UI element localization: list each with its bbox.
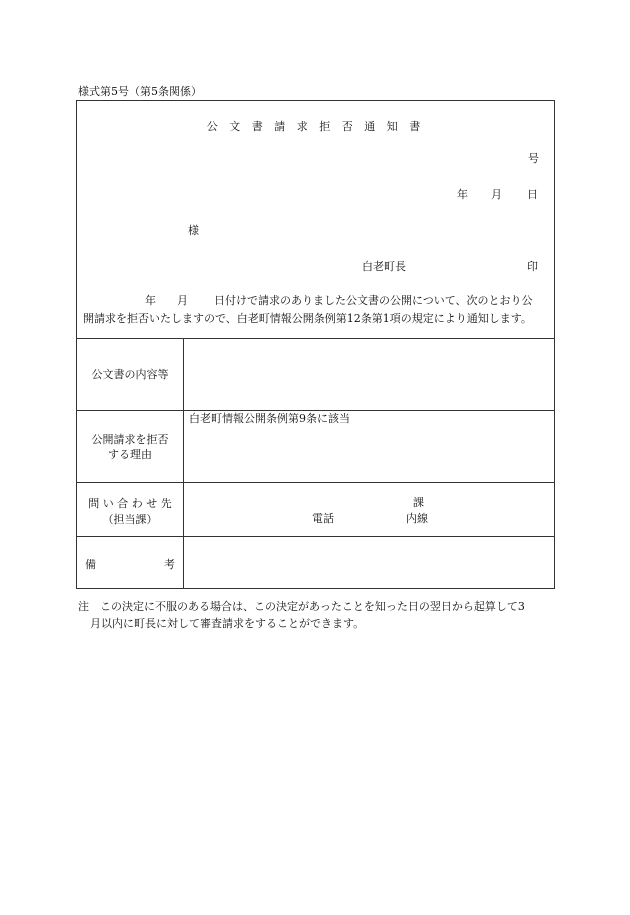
contact-extension-label: 内線 <box>406 512 428 525</box>
issuer-title: 白老町長 <box>362 260 406 273</box>
document-number-label: 号 <box>528 152 539 165</box>
contact-label-line-1: 問 い 合 わ せ 先 <box>88 497 172 510</box>
body-month-label: 月 <box>177 294 188 307</box>
addressee-suffix: 様 <box>188 224 199 237</box>
footnote-line-1: 注 この決定に不服のある場合は、この決定があったことを知った日の翌日から起算して3 <box>78 600 525 613</box>
document-title: 公 文 書 請 求 拒 否 通 知 書 <box>206 120 425 133</box>
footnote <box>78 598 525 632</box>
seal-mark: 印 <box>527 260 538 273</box>
body-text-line-2: 開請求を拒否いたしますので、白老町情報公開条例第12条第1項の規定により通知します。 <box>83 312 532 325</box>
form-number-label: 様式第5号（第5条関係） <box>78 85 202 98</box>
refusal-reason-value: 白老町情報公開条例第9条に該当 <box>189 412 350 425</box>
content-row-label: 公文書の内容等 <box>91 368 169 381</box>
row-divider <box>77 410 554 411</box>
remarks-label-left: 備 <box>85 558 96 571</box>
footnote-line-2: 月以内に町長に対して審査請求をすることができます。 <box>90 617 365 630</box>
row-divider <box>77 482 554 483</box>
date-month-label: 月 <box>491 188 502 201</box>
table-top-border <box>77 338 554 339</box>
notice-form <box>76 100 555 589</box>
row-divider <box>77 536 554 537</box>
contact-phone-label: 電話 <box>312 512 334 525</box>
contact-section-label: 課 <box>413 496 424 509</box>
date-day-label: 日 <box>527 188 538 201</box>
refusal-reason-label-line-2: する理由 <box>108 448 152 461</box>
remarks-label-right: 考 <box>164 558 175 571</box>
date-year-label: 年 <box>457 188 468 201</box>
contact-label-line-2: （担当課） <box>102 513 158 526</box>
body-text-line-1: 日付けで請求のありました公文書の公開について、次のとおり公 <box>214 294 533 307</box>
table-column-divider <box>183 338 184 588</box>
body-year-label: 年 <box>145 294 156 307</box>
refusal-reason-label-line-1: 公開請求を拒否 <box>91 433 169 446</box>
